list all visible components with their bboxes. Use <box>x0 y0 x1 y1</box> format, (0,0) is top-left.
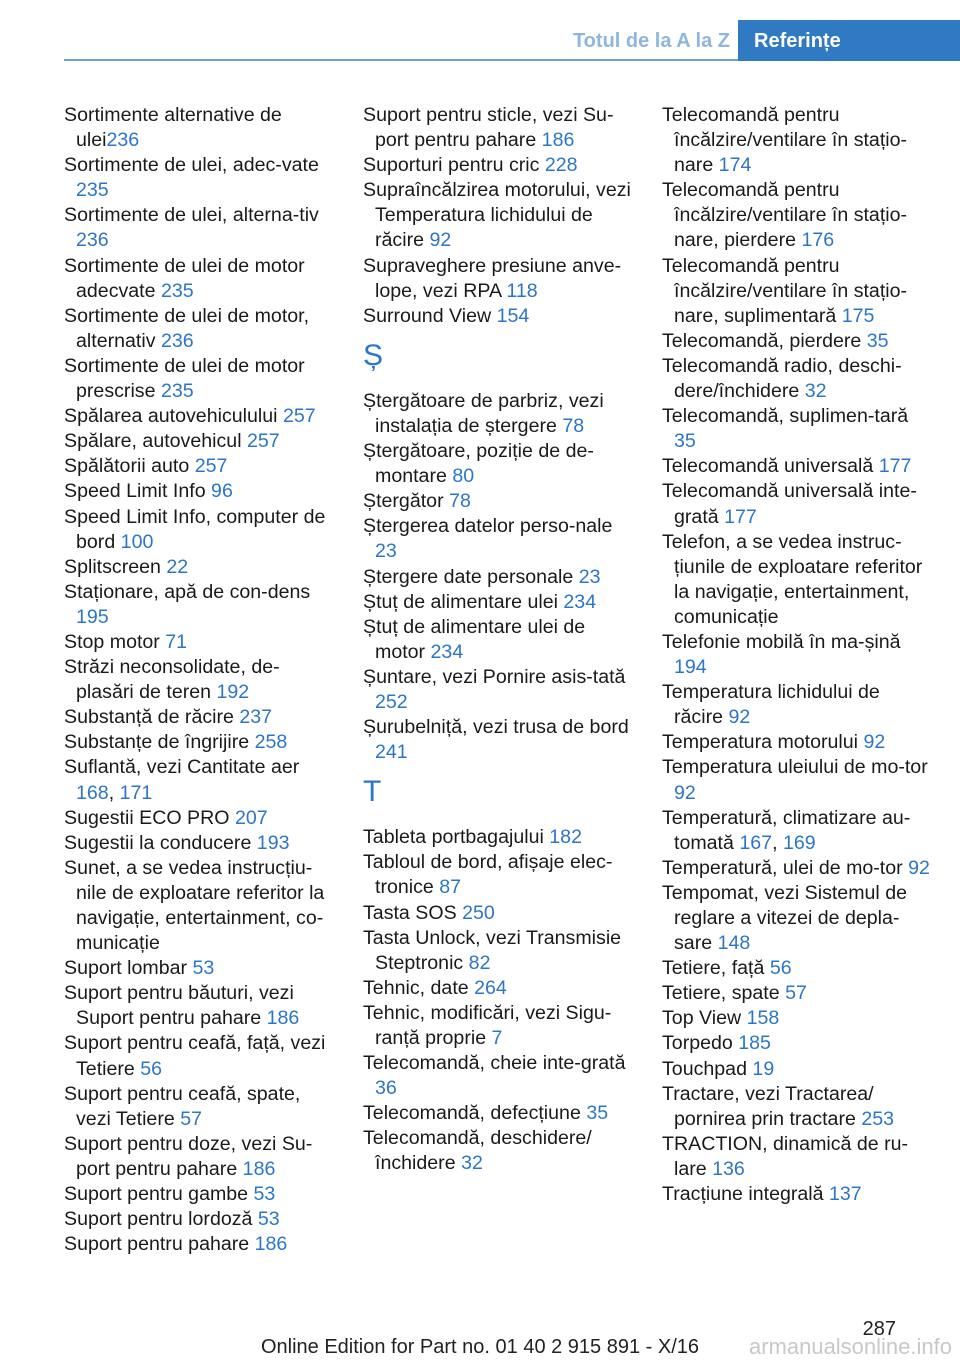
page-reference-link[interactable]: 22 <box>166 555 189 578</box>
index-entry <box>662 254 934 329</box>
index-entry-text: Sugestii la conducere <box>64 831 257 854</box>
page-reference-link[interactable]: 56 <box>769 957 792 980</box>
index-entry-text: Tracțiune integrală <box>662 1183 829 1206</box>
index-entry <box>64 1082 336 1132</box>
index-entry-text: Telecomandă, deschidere/ închidere <box>363 1127 592 1175</box>
index-entry <box>363 1001 635 1051</box>
index-entry-text: Telecomandă universală inte‐grată <box>662 480 917 528</box>
index-entry-text: Speed Limit Info, computer de bord <box>64 505 326 553</box>
page-reference-link[interactable]: 118 <box>506 279 538 302</box>
page-reference-link[interactable]: 82 <box>468 951 491 974</box>
index-entry-text: Telefon, a se vedea instruc‐țiunile de exploatare referitor la navigație, entertainment, comunicație <box>662 530 923 628</box>
index-entry <box>363 103 635 153</box>
index-entry-text: Speed Limit Info <box>64 480 212 503</box>
index-entry-text: Sortimente de ulei de motor prescrise <box>64 354 305 403</box>
page-reference-link[interactable]: 236 <box>160 329 194 352</box>
page-reference-link[interactable]: 92 <box>908 856 930 879</box>
index-entry <box>363 389 635 439</box>
index-entry <box>64 831 336 856</box>
index-entry <box>363 1051 635 1101</box>
page-reference-link[interactable]: 92 <box>429 229 452 252</box>
index-entry-text: Temperatură, climatizare au‐tomată <box>662 806 911 854</box>
index-column-1 <box>64 103 336 1257</box>
index-entry-text: Străzi neconsolidate, de‐plasări de teren <box>64 656 280 704</box>
index-entry-text: Suport pentru ceafă, spate, vezi Tetiere <box>64 1082 301 1130</box>
page-reference-link[interactable]: 92 <box>863 731 886 754</box>
index-entry-text: Substanțe de îngrijire <box>64 731 255 754</box>
page-reference-link[interactable]: 186 <box>541 129 575 152</box>
page-reference-link[interactable]: 235 <box>160 380 194 403</box>
page-reference-link[interactable]: 148 <box>717 932 751 955</box>
index-entry-text: Suport pentru pahare <box>64 1233 255 1256</box>
index-entry-text: Telecomandă, cheie inte‐grată <box>363 1052 626 1075</box>
page-reference-link[interactable]: 236 <box>76 229 109 252</box>
page-reference-link[interactable]: 235 <box>160 279 194 302</box>
index-column-3 <box>662 103 934 1207</box>
index-entry <box>363 901 635 926</box>
index-entry <box>363 850 635 900</box>
index-entry <box>662 1182 934 1207</box>
page-reference-link[interactable]: 57 <box>785 982 807 1005</box>
index-entry <box>363 825 635 850</box>
index-entry-text: Spălare, autovehicul <box>64 430 247 453</box>
index-entry <box>363 178 635 253</box>
index-entry <box>363 665 635 715</box>
index-entry <box>64 479 336 504</box>
index-entry <box>662 178 934 253</box>
index-entry-text: Surround View <box>363 304 497 327</box>
index-entry-text: Tabloul de bord, afișaje elec‐tronice <box>363 851 613 899</box>
index-entry-text: Sortimente de ulei de motor, alternativ <box>64 304 310 352</box>
index-entry-text: Temperatura lichidului de răcire <box>662 681 880 729</box>
index-entry-text: Suport pentru lordoză <box>64 1208 258 1231</box>
page-reference-link[interactable]: 158 <box>746 1007 780 1030</box>
index-entry-text: Supraveghere presiune anve‐lope, vezi RPA <box>363 254 622 302</box>
page-reference-link[interactable]: 35 <box>586 1102 609 1125</box>
index-entry <box>662 1057 934 1082</box>
index-entry <box>64 806 336 831</box>
index-entry <box>662 454 934 479</box>
index-entry <box>662 479 934 529</box>
index-entry <box>662 1132 934 1182</box>
page-reference-link[interactable]: 32 <box>461 1152 483 1175</box>
page-reference-link[interactable]: 192 <box>216 681 250 704</box>
index-entry-text: Tehnic, date <box>363 976 475 999</box>
page-reference-link[interactable]: 100 <box>120 530 154 553</box>
page-reference-link[interactable]: 35 <box>674 430 696 453</box>
page-reference-link[interactable]: 57 <box>180 1107 202 1130</box>
index-entry <box>64 580 336 630</box>
index-entry-text: Telecomandă, pierdere <box>662 329 867 352</box>
index-entry-text: TRACTION, dinamică de ru‐lare <box>662 1132 909 1180</box>
index-entry <box>64 1132 336 1182</box>
index-entry <box>363 304 635 329</box>
page-reference-link[interactable]: 253 <box>861 1107 895 1130</box>
page-reference-link[interactable]: 234 <box>430 640 464 663</box>
page-reference-link[interactable]: 78 <box>449 490 471 513</box>
index-entry-text: Tasta SOS <box>363 901 463 924</box>
index-entry <box>64 856 336 956</box>
index-entry <box>363 590 635 615</box>
page-reference-link[interactable]: 177 <box>724 505 757 528</box>
page-reference-link[interactable]: 241 <box>375 741 408 764</box>
page-reference-link[interactable]: 257 <box>282 405 316 428</box>
index-entry <box>64 755 336 805</box>
index-entry <box>64 354 336 404</box>
page-reference-link[interactable]: 235 <box>76 179 109 202</box>
watermark: armanualsonline.info <box>748 1334 952 1359</box>
page-reference-link[interactable]: 53 <box>257 1208 280 1231</box>
index-letter-heading: Ș <box>363 338 384 372</box>
page-reference-link[interactable]: 258 <box>254 731 288 754</box>
index-entry-text: Tetiere, față <box>662 957 770 980</box>
index-entry-text: Ștergătoare de parbriz, vezi instalația de ștergere <box>363 389 604 437</box>
header-tab: Referințe <box>738 20 960 61</box>
index-entry <box>64 505 336 555</box>
index-entry-text: Suporturi pentru cric <box>363 154 545 177</box>
index-entry <box>662 1082 934 1132</box>
index-entry-text: Staționare, apă de con‐dens <box>64 580 311 603</box>
index-entry <box>662 354 934 404</box>
index-entry-text: Sortimente de ulei de motor adecvate <box>64 254 305 302</box>
index-entry <box>363 926 635 976</box>
index-letter-heading: T <box>363 775 382 809</box>
index-entry <box>64 304 336 354</box>
page-reference-link[interactable]: 53 <box>192 957 215 980</box>
index-entry-text: Ștergătoare, poziție de de‐montare <box>363 440 594 488</box>
page-reference-link[interactable]: 23 <box>375 540 397 563</box>
page-reference-link[interactable]: 7 <box>491 1027 503 1049</box>
index-entry <box>363 439 635 489</box>
page-reference-link[interactable]: 171 <box>119 781 153 804</box>
index-entry-text: Supraîncălzirea motorului, vezi Temperatura lichidului de răcire <box>363 179 631 252</box>
index-entry-text: Temperatura motorului <box>662 731 864 754</box>
page-reference-link[interactable]: 185 <box>738 1032 771 1055</box>
page-reference-link[interactable]: 32 <box>804 380 827 403</box>
index-column-2 <box>363 103 635 1177</box>
index-entry-text: Sunet, a se vedea instrucțiu‐nile de exploatare referitor la navigație, entertainment, co‐municație <box>64 856 325 955</box>
index-entry <box>662 329 934 354</box>
index-entry-text: Top View <box>662 1007 747 1030</box>
index-entry-text: Sortimente alternative de ulei <box>64 104 282 152</box>
page-reference-link[interactable]: 168 <box>76 781 109 804</box>
index-entry <box>662 981 934 1006</box>
index-entry-text: Sortimente de ulei, alterna‐tiv <box>64 204 319 227</box>
page-reference-link[interactable]: 175 <box>841 304 875 327</box>
page-reference-link[interactable]: 23 <box>578 565 601 588</box>
index-entry-text: Ștuț de alimentare ulei <box>363 590 564 613</box>
index-entry <box>64 103 336 153</box>
page-reference-link[interactable]: 92 <box>728 706 751 729</box>
page-reference-link[interactable]: 193 <box>256 831 290 854</box>
index-entry-text: Temperatură, ulei de mo‐tor <box>662 856 909 879</box>
index-entry <box>64 1232 336 1257</box>
index-entry-text: Telecomandă pentru încălzire/ventilare în stațio‐nare, pierdere <box>662 179 908 252</box>
index-entry-text: Telefonie mobilă în ma‐șină <box>662 630 901 653</box>
page-reference-link[interactable]: 80 <box>452 465 475 488</box>
index-entry-text: Ștergător <box>363 490 450 513</box>
index-entry-text: Telecomandă, suplimen‐tară <box>662 405 909 428</box>
page-reference-link[interactable]: 35 <box>866 329 889 352</box>
index-entry <box>662 1006 934 1031</box>
index-entry <box>363 254 635 304</box>
index-entry <box>64 981 336 1031</box>
index-entry <box>64 655 336 705</box>
page-reference-link[interactable]: 186 <box>254 1233 288 1256</box>
page-reference-link[interactable]: 174 <box>718 154 752 177</box>
index-entry-text: Splitscreen <box>64 555 167 578</box>
index-entry <box>363 715 635 765</box>
index-entry-text: Suport pentru gambe <box>64 1183 254 1206</box>
page-reference-link[interactable]: 257 <box>194 455 228 478</box>
page-reference-link[interactable]: 234 <box>563 590 597 613</box>
page-reference-link[interactable]: 182 <box>549 826 582 849</box>
index-entry <box>662 881 934 956</box>
index-entry-text: Spălătorii auto <box>64 455 195 478</box>
index-entry <box>64 153 336 203</box>
index-entry <box>662 1031 934 1056</box>
index-entry-text: Suport pentru ceafă, față, vezi Tetiere <box>64 1032 326 1080</box>
page-reference-link[interactable]: 78 <box>562 414 585 437</box>
index-entry <box>662 806 934 856</box>
page-reference-link[interactable]: 176 <box>801 229 835 252</box>
index-entry <box>64 630 336 655</box>
index-entry <box>64 404 336 429</box>
page-reference-link[interactable]: 87 <box>439 876 462 899</box>
index-entry <box>363 976 635 1001</box>
index-entry <box>64 203 336 253</box>
page-reference-link[interactable]: 169 <box>782 831 816 854</box>
page-reference-link[interactable]: 237 <box>239 706 273 729</box>
index-entry <box>662 730 934 755</box>
index-entry-text: Suport pentru băuturi, vezi Suport pentru pahare <box>64 982 294 1030</box>
index-entry-text: Ștergerea datelor perso‐nale <box>363 515 613 538</box>
index-entry <box>662 530 934 630</box>
page-reference-link[interactable]: 264 <box>474 976 507 999</box>
page-reference-link[interactable]: 207 <box>234 806 268 829</box>
index-entry <box>363 489 635 514</box>
index-entry <box>662 755 934 805</box>
index-entry-text: Suflantă, vezi Cantitate aer <box>64 756 300 779</box>
page-reference-link[interactable]: 186 <box>266 1007 300 1030</box>
index-entry <box>363 153 635 178</box>
page-reference-link[interactable]: 252 <box>375 690 408 713</box>
index-entry-text: Șurubelniță, vezi trusa de bord <box>363 716 629 739</box>
index-entry-text: Șuntare, vezi Pornire asis‐tată <box>363 665 626 688</box>
index-entry <box>363 565 635 590</box>
index-entry-text: Suport lombar <box>64 957 193 980</box>
index-entry <box>64 956 336 981</box>
index-entry <box>662 404 934 454</box>
index-entry <box>64 730 336 755</box>
index-entry-text: Tempomat, vezi Sistemul de reglare a vitezei de depla‐sare <box>662 881 908 955</box>
index-entry-text: Suport pentru sticle, vezi Su‐port pentru pahare <box>363 104 614 152</box>
footer-edition: Online Edition for Part no. 01 40 2 915 891 - X/16 <box>260 1336 700 1358</box>
page-reference-link[interactable]: 236 <box>106 129 140 152</box>
page-reference-link[interactable]: 195 <box>76 605 109 628</box>
page-separator: , <box>108 781 120 804</box>
page-reference-link[interactable]: 154 <box>496 304 530 327</box>
page-reference-link[interactable]: 136 <box>712 1157 745 1180</box>
page-reference-link[interactable]: 194 <box>674 656 707 679</box>
page-header <box>0 0 960 62</box>
index-entry <box>64 1031 336 1081</box>
index-entry-text: Temperatura uleiului de mo‐tor <box>662 756 928 779</box>
index-entry-text: Telecomandă pentru încălzire/ventilare în stațio‐nare <box>662 104 908 177</box>
page-reference-link[interactable]: 71 <box>165 630 188 653</box>
page-reference-link[interactable]: 137 <box>829 1183 862 1206</box>
index-entry <box>662 630 934 680</box>
page-reference-link[interactable]: 92 <box>674 781 696 804</box>
index-entry <box>662 856 934 881</box>
page-reference-link[interactable]: 56 <box>140 1057 163 1080</box>
index-entry-text: Sortimente de ulei, adec‐vate <box>64 154 319 177</box>
index-entry <box>363 1101 635 1126</box>
index-entry-text: Substanță de răcire <box>64 706 240 729</box>
page-reference-link[interactable]: 257 <box>247 430 280 453</box>
index-entry <box>64 555 336 580</box>
index-entry-text: Suport pentru doze, vezi Su‐port pentru pahare <box>64 1132 313 1180</box>
index-entry <box>662 103 934 178</box>
index-entry-text: Telecomandă universală <box>662 455 879 478</box>
page-reference-link[interactable]: 36 <box>375 1077 397 1100</box>
page-reference-link[interactable]: 186 <box>242 1157 276 1180</box>
page-reference-link[interactable]: 167 <box>739 831 773 854</box>
index-entry <box>662 956 934 981</box>
index-entry <box>64 1207 336 1232</box>
page-reference-link[interactable]: 96 <box>211 480 233 503</box>
page-reference-link[interactable]: 19 <box>752 1057 775 1080</box>
index-entry-text: Ștergere date personale <box>363 565 579 588</box>
page-reference-link[interactable]: 53 <box>253 1183 276 1206</box>
index-entry <box>64 454 336 479</box>
index-entry-text: Spălarea autovehiculului <box>64 405 283 428</box>
index-entry-text: Tractare, vezi Tractarea/ pornirea prin tractare <box>662 1082 874 1130</box>
page-reference-link[interactable]: 228 <box>544 154 578 177</box>
page-number: 287 <box>862 1318 896 1340</box>
page-separator: , <box>772 831 783 854</box>
index-entry <box>363 1126 635 1176</box>
page-reference-link[interactable]: 177 <box>878 455 912 478</box>
index-entry-text: Telecomandă, defecțiune <box>363 1102 587 1125</box>
index-entry-text: Touchpad <box>662 1057 753 1080</box>
index-entry-text: Tasta Unlock, vezi Transmisie Steptronic <box>363 926 622 974</box>
index-entry-text: Telecomandă radio, deschi‐dere/închidere <box>662 354 902 403</box>
page-reference-link[interactable]: 250 <box>462 901 495 924</box>
index-entry <box>64 429 336 454</box>
index-entry <box>64 254 336 304</box>
index-entry <box>363 514 635 564</box>
index-entry-text: Tableta portbagajului <box>363 826 550 849</box>
index-entry-text: Sugestii ECO PRO <box>64 806 235 829</box>
index-entry <box>64 705 336 730</box>
index-entry-text: Torpedo <box>662 1032 739 1055</box>
index-entry-text: Stop motor <box>64 630 166 653</box>
index-entry-text: Ștuț de alimentare ulei de motor <box>363 615 586 663</box>
header-section-title: Totul de la A la Z <box>572 30 730 52</box>
index-entry-text: Tehnic, modificări, vezi Sigu‐ranță proprie <box>363 1001 612 1049</box>
index-entry <box>64 1182 336 1207</box>
index-entry-text: Tetiere, spate <box>662 982 786 1005</box>
index-entry <box>662 680 934 730</box>
index-entry-text: Telecomandă pentru încălzire/ventilare în stațio‐nare, suplimentară <box>662 254 908 327</box>
index-entry <box>363 615 635 665</box>
